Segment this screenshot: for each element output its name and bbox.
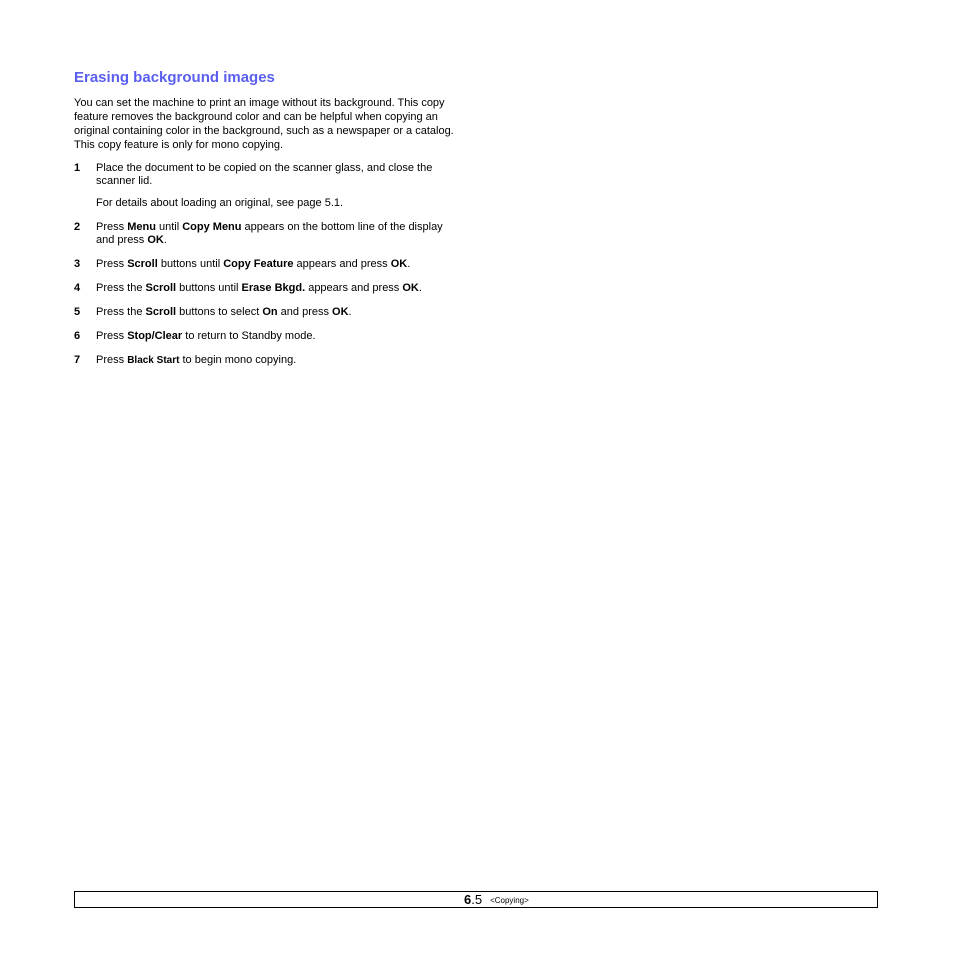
- step-text: buttons to select: [176, 306, 263, 318]
- step-text: .: [407, 258, 411, 270]
- step-number: 6: [74, 330, 81, 342]
- copy-feature-label: Copy Feature: [223, 258, 294, 270]
- step-text: Place the document to be copied on the scanner glass, and close the scanner lid.: [96, 162, 433, 187]
- step-text: appears and press: [293, 258, 391, 270]
- black-start-key: Black Start: [127, 355, 180, 366]
- step-text: and press: [277, 306, 333, 318]
- footer-page-info: [464, 892, 529, 909]
- step-text: appears and press: [305, 282, 403, 294]
- copy-menu-label: Copy Menu: [182, 221, 242, 233]
- step-text: .: [163, 234, 167, 246]
- step-text: to begin mono copying.: [179, 354, 297, 366]
- step-2: [74, 221, 454, 247]
- step-text: Press: [96, 258, 128, 270]
- scroll-key: Scroll: [145, 306, 177, 318]
- erase-bkgd-label: Erase Bkgd.: [241, 282, 306, 294]
- step-6: [74, 330, 454, 343]
- on-label: On: [262, 306, 278, 318]
- section-title: Erasing background images: [74, 69, 275, 86]
- page-content: [74, 68, 454, 367]
- step-text: buttons until: [176, 282, 242, 294]
- step-3: [74, 258, 454, 271]
- step-text: .: [348, 306, 352, 318]
- page-number: .5: [471, 892, 483, 907]
- step-number: 1: [74, 162, 81, 174]
- step-text: buttons until: [157, 258, 224, 270]
- ok-key: OK: [402, 282, 419, 294]
- chapter-label: <Copying>: [490, 896, 529, 905]
- step-text: Press: [96, 330, 128, 342]
- step-number: 7: [74, 354, 81, 366]
- page-footer: [74, 891, 878, 908]
- step-text: .: [418, 282, 422, 294]
- scroll-key: Scroll: [145, 282, 177, 294]
- chapter-number: 6: [464, 892, 472, 907]
- step-text: Press: [96, 354, 128, 366]
- step-number: 4: [74, 282, 81, 294]
- step-text: Press the: [96, 282, 146, 294]
- step-1-note: For details about loading an original, see page 5.1.: [96, 197, 344, 209]
- menu-key: Menu: [127, 221, 156, 233]
- ok-key: OK: [147, 234, 164, 246]
- step-text: Press: [96, 221, 128, 233]
- step-number: 5: [74, 306, 81, 318]
- step-text: appears on the bottom line of the display and press: [96, 221, 443, 246]
- step-text: to return to Standby mode.: [182, 330, 316, 342]
- step-number: 2: [74, 221, 81, 233]
- scroll-key: Scroll: [127, 258, 158, 270]
- step-text: Press the: [96, 306, 146, 318]
- ok-key: OK: [332, 306, 349, 318]
- stop-clear-key: Stop/Clear: [127, 330, 183, 342]
- step-number: 3: [74, 258, 81, 270]
- intro-paragraph: You can set the machine to print an image without its background. This copy feature removes the background color and can be helpful when copying an original containing color in the background, such as a newspaper or a catalog. This copy feature is only for mono copying.: [74, 97, 454, 151]
- step-4: [74, 282, 454, 295]
- step-7: [74, 354, 454, 367]
- step-text: until: [155, 221, 183, 233]
- step-1: [74, 162, 454, 188]
- step-5: [74, 306, 454, 319]
- ok-key: OK: [390, 258, 408, 270]
